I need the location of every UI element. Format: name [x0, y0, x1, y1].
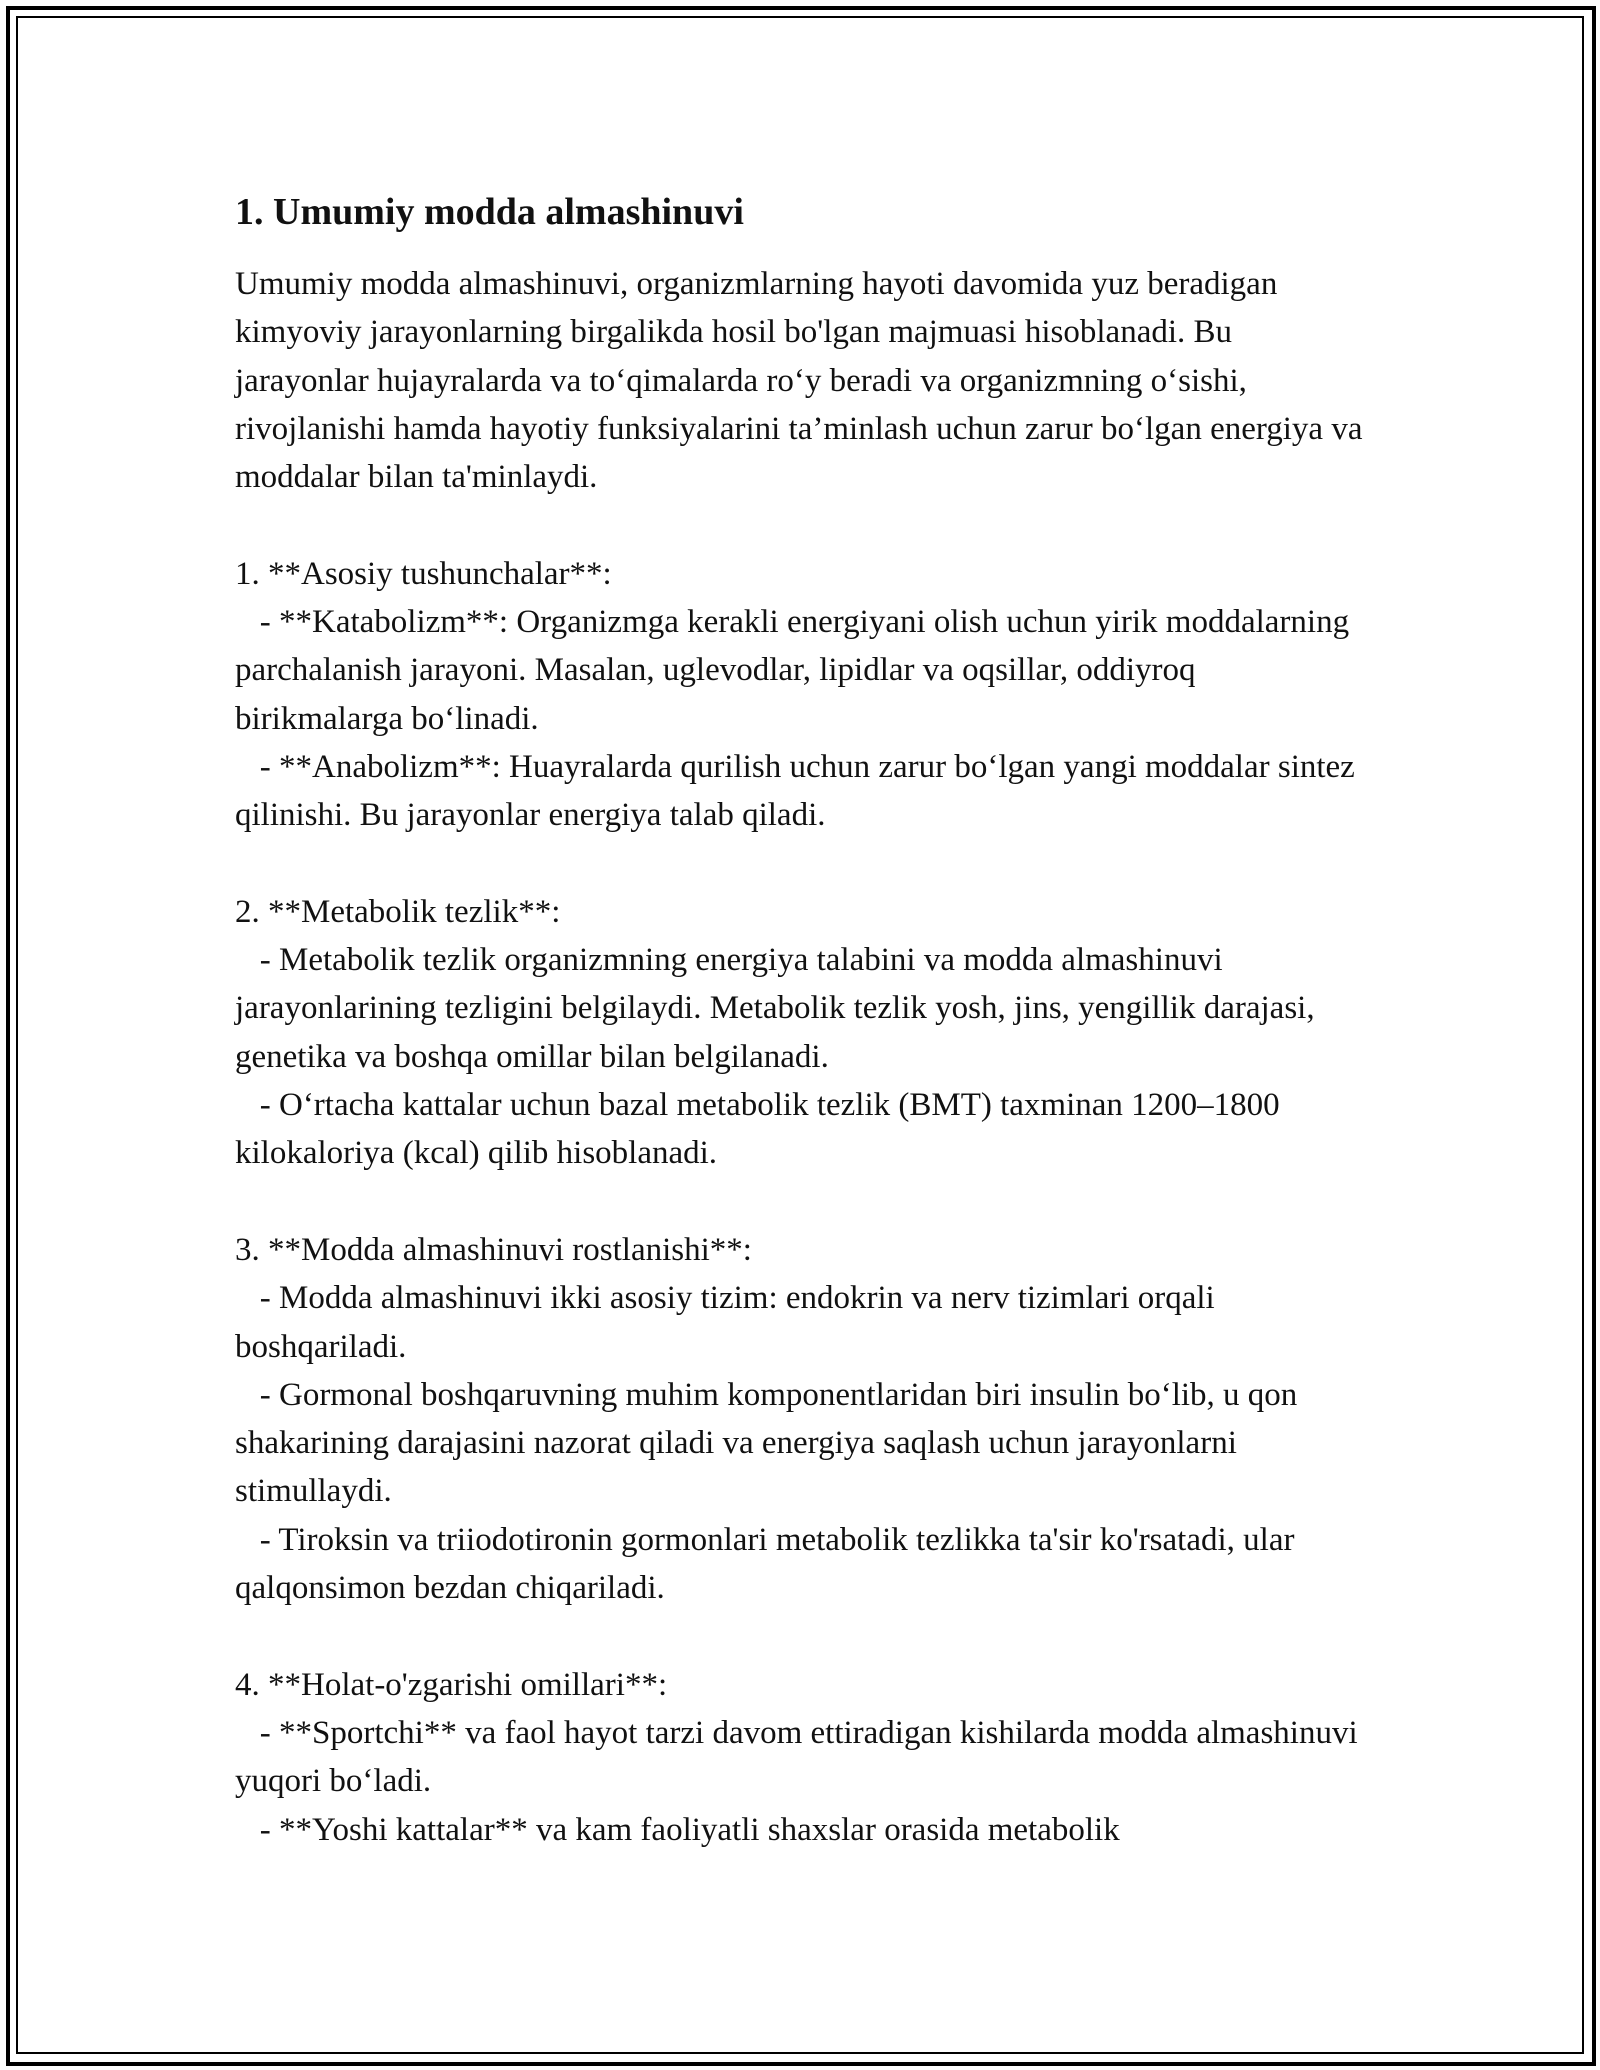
- section-state-factors: [235, 1661, 1365, 1854]
- section-heading: 1. **Asosiy tushunchalar**:: [235, 555, 612, 592]
- paragraph-gap: [235, 1178, 1365, 1226]
- section-heading: 4. **Holat-o'zgarishi omillari**:: [235, 1666, 668, 1703]
- section-item: - **Anabolizm**: Huayralarda qurilish uchun zarur bo‘lgan yangi moddalar sintez qilinishi. Bu jarayonlar energiya talab qiladi.: [235, 748, 1364, 834]
- intro-paragraph: Umumiy modda almashinuvi, organizmlarning hayoti davomida yuz beradigan kimyoviy jarayonlarning birgalikda hosil bo'lgan majmuasi hisoblanadi. Bu jarayonlar hujayralarda va to‘qimalarda ro‘y beradi va organizmning o‘sishi, rivojlanishi hamda hayotiy funksiyalarini ta’minlash uchun zarur bo‘lgan energiya va moddalar bilan ta'minlaydi.: [235, 266, 1371, 496]
- section-regulation: [235, 1226, 1365, 1612]
- section-basic-concepts: [235, 550, 1365, 840]
- paragraph-gap: [235, 840, 1365, 888]
- document-body: [235, 188, 1371, 1854]
- document-title: 1. Umumiy modda almashinuvi: [235, 191, 744, 233]
- section-heading: 2. **Metabolik tezlik**:: [235, 893, 561, 930]
- section-item: - **Katabolizm**: Organizmga kerakli energiyani olish uchun yirik moddalarning parchalanish jarayoni. Masalan, uglevodlar, lipidlar va oqsillar, oddiyroq birikmalarga bo‘linadi.: [235, 604, 1358, 737]
- section-item: - Tiroksin va triiodotironin gormonlari metabolik tezlikka ta'sir ko'rsatadi, ular qalqonsimon bezdan chiqariladi.: [235, 1521, 1303, 1607]
- section-item: - Modda almashinuvi ikki asosiy tizim: endokrin va nerv tizimlari orqali boshqariladi.: [235, 1280, 1223, 1365]
- section-item: - **Yoshi kattalar** va kam faoliyatli shaxslar orasida metabolik: [235, 1811, 1120, 1848]
- section-heading: 3. **Modda almashinuvi rostlanishi**:: [235, 1231, 752, 1268]
- paragraph-gap: [235, 1612, 1365, 1660]
- section-item: - Gormonal boshqaruvning muhim komponentlaridan biri insulin bo‘lib, u qon shakarining darajasini nazorat qiladi va energiya saqlash uchun jarayonlarni stimullaydi.: [235, 1376, 1306, 1510]
- paragraph-gap: [235, 501, 1365, 549]
- section-metabolic-rate: [235, 888, 1365, 1178]
- section-item: - O‘rtacha kattalar uchun bazal metabolik tezlik (BMT) taxminan 1200–1800 kilokaloriya (kcal) qilib hisoblanadi.: [235, 1087, 1288, 1172]
- section-item: - Metabolik tezlik organizmning energiya talabini va modda almashinuvi jarayonlarining tezligini belgilaydi. Metabolik tezlik yosh, jins, yengillik darajasi, genetika va boshqa omillar bilan belgilanadi.: [235, 942, 1323, 1075]
- section-item: - **Sportchi** va faol hayot tarzi davom ettiradigan kishilarda modda almashinuvi yuqori bo‘ladi.: [235, 1714, 1366, 1800]
